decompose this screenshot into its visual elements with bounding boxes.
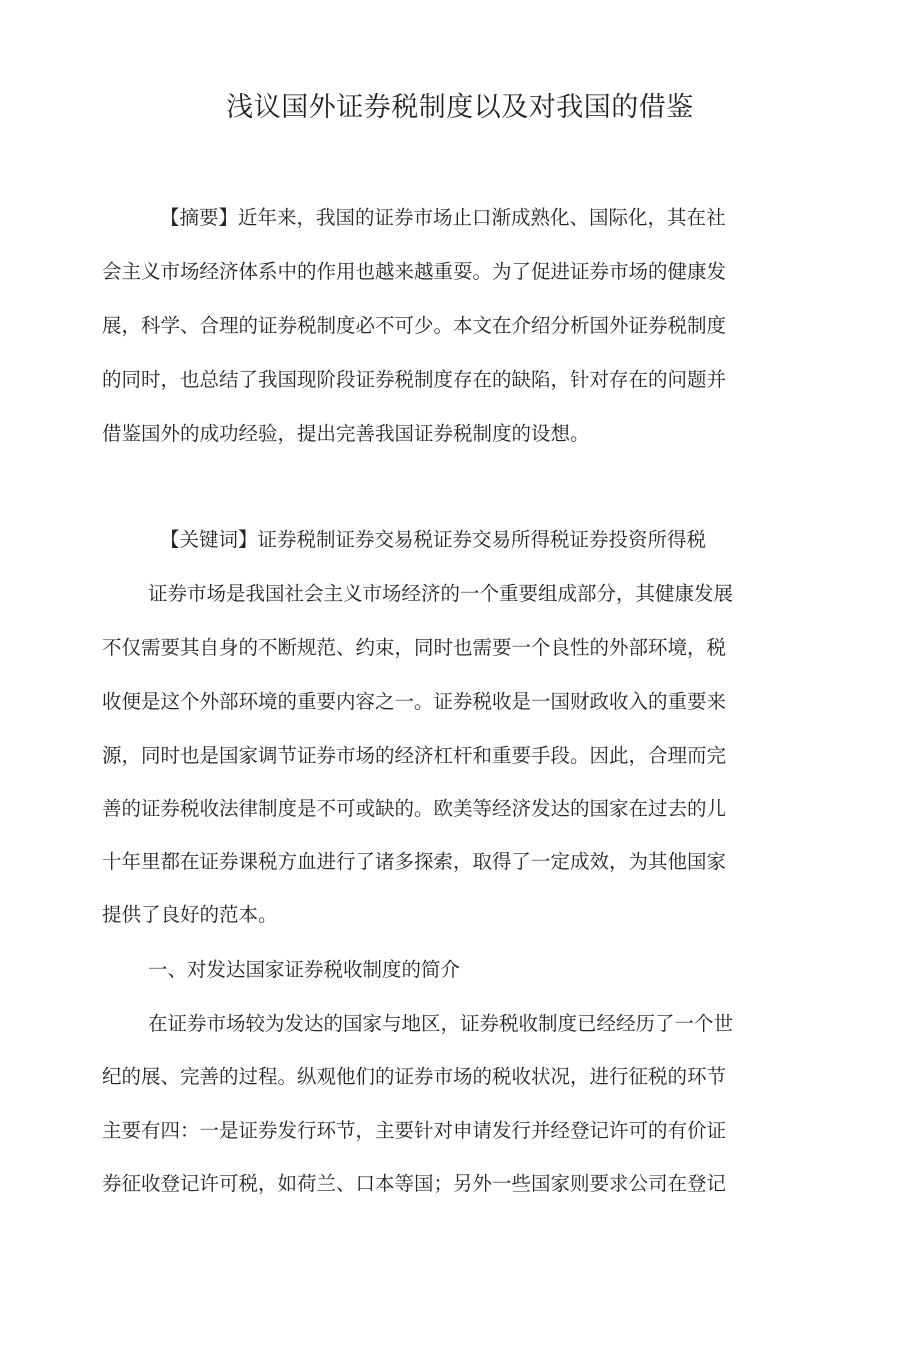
body-line: 十年里都在证券课税方血进行了诸多探索，取得了一定成效，为其他国家 <box>102 850 727 873</box>
body-line: 源，同时也是国家调节证券市场的经济杠杆和重要手段。因此，合理而完 <box>102 744 727 767</box>
body-line: 收便是这个外部环境的重要内容之一。证券税收是一国财政收入的重要来 <box>102 690 727 713</box>
body-line: 纪的展、完善的过程。纵观他们的证券市场的税收状况，进行征税的环节 <box>102 1065 727 1088</box>
body-line: 证券市场是我国社会主义市场经济的一个重要组成部分，其健康发展 <box>148 582 734 605</box>
abstract-line: 借鉴国外的成功经验，提出完善我国证券税制度的设想。 <box>102 422 590 445</box>
section-heading: 一、对发达国家证券税收制度的简介 <box>148 958 461 981</box>
abstract-line: 的同时，也总结了我国现阶段证券税制度存在的缺陷，针对存在的问题并 <box>102 368 727 391</box>
abstract-line: 展，科学、合理的证券税制度必不可少。本文在介绍分析国外证券税制度 <box>102 314 727 337</box>
keywords-line: 【关键词】证券税制证券交易税证券交易所得税证券投资所得税 <box>160 528 707 551</box>
document-title: 浅议国外证券税制度以及对我国的借鉴 <box>226 92 694 123</box>
body-line: 主要有四：一是证券发行环节，主要针对申请发行并经登记许可的有价证 <box>102 1119 727 1142</box>
abstract-line: 会主义市场经济体系中的作用也越来越重耍。为了促进证券市场的健康发 <box>102 260 727 283</box>
body-line: 在证券市场较为发达的国家与地区，证券税收制度已经经历了一个世 <box>148 1012 734 1035</box>
body-line: 不仅需要其自身的不断规范、约束，同时也需要一个良性的外部环境，税 <box>102 636 727 659</box>
body-line: 善的证券税收法律制度是不可或缺的。欧美等经济发达的国家在过去的儿 <box>102 797 727 820</box>
abstract-line: 【摘要】近年来，我国的证券市场止口渐成熟化、国际化，其在社 <box>160 206 726 229</box>
body-line: 提供了良好的范本。 <box>102 903 278 926</box>
body-line: 券征收登记许可税，如荷兰、口本等国；另外一些国家则要求公司在登记 <box>102 1172 727 1195</box>
